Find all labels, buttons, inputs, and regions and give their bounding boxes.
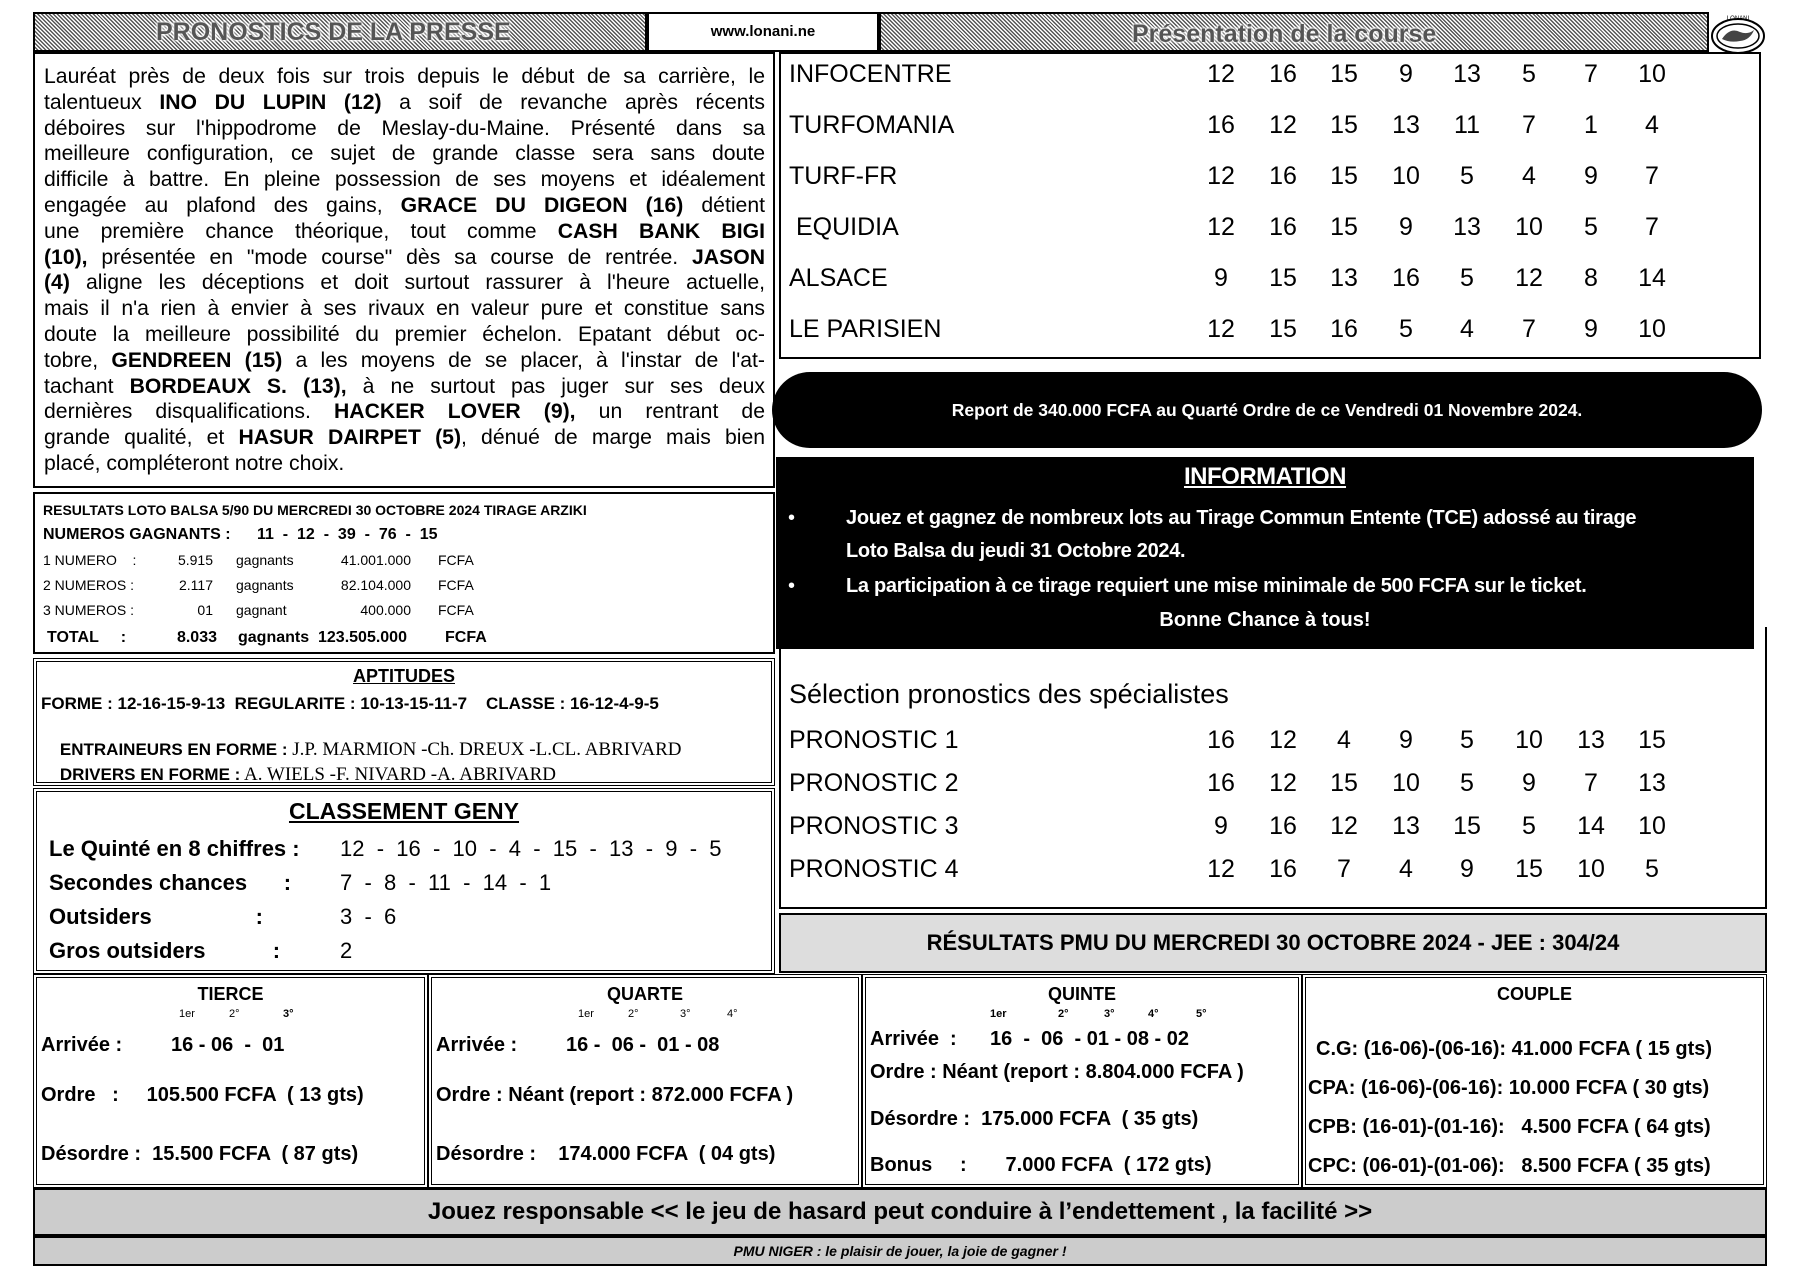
loto-total-amount: 123.505.000 — [318, 629, 407, 646]
press-line — [44, 425, 765, 451]
pronostic-row-number: 12 — [1330, 812, 1358, 840]
course-row-number: 9 — [1214, 264, 1228, 292]
pronostic-row-number: 12 — [1269, 769, 1297, 797]
loto-word: gagnants — [236, 552, 294, 568]
course-row-name: EQUIDIA — [789, 213, 899, 241]
press-line — [44, 64, 765, 90]
quarte-ord-2: 2° — [628, 1008, 639, 1020]
press-line — [44, 193, 765, 219]
press-title: PRONOSTICS DE LA PRESSE — [156, 18, 511, 46]
pronostic-row-number: 12 — [1269, 726, 1297, 754]
loto-winning-numbers: 11 - 12 - 39 - 76 - 15 — [257, 526, 438, 543]
course-row-number: 13 — [1453, 60, 1481, 88]
press-text-segment: tobre, — [44, 348, 112, 372]
loto-count: 5.915 — [177, 552, 213, 568]
course-title: Présentation de la course — [1132, 20, 1437, 48]
trainers-label: ENTRAINEURS EN FORME : — [59, 740, 288, 759]
loto-total-label: TOTAL : — [47, 629, 127, 646]
loto-amount: 82.104.000 — [340, 577, 411, 593]
loto-cur: FCFA — [438, 552, 474, 568]
couple-row: CPB: (16-01)-(01-16): 4.500 FCFA ( 64 gts) — [1308, 1116, 1711, 1138]
quinte-box — [862, 974, 1302, 1188]
pronostic-row-number: 9 — [1399, 726, 1413, 754]
aptitudes-forme: FORME : 12-16-15-9-13 REGULARITE : 10-13-15-11-7 CLASSE : 16-12-4-9-5 — [41, 694, 659, 713]
geny-title: CLASSEMENT GENY — [288, 798, 520, 824]
pronostic-row-number: 9 — [1214, 812, 1228, 840]
pronostic-row-number: 5 — [1522, 812, 1536, 840]
course-row-number: 10 — [1638, 60, 1666, 88]
course-row-number: 8 — [1584, 264, 1598, 292]
quinte-ord-1: 1er — [990, 1008, 1007, 1020]
course-row-number: 12 — [1207, 162, 1235, 190]
press-text-segment: grande qualité, et — [44, 426, 239, 450]
course-row-number: 7 — [1645, 162, 1659, 190]
course-row-number: 5 — [1522, 60, 1536, 88]
quinte-ord-5: 5° — [1196, 1008, 1207, 1020]
couple-box — [1302, 974, 1767, 1188]
tierce-arrivee-label: Arrivée : — [41, 1034, 123, 1056]
pronostic-row-number: 14 — [1577, 812, 1605, 840]
course-row-number: 12 — [1269, 111, 1297, 139]
quarte-arrivee-label: Arrivée : — [436, 1034, 518, 1056]
pronostic-row-number: 15 — [1638, 726, 1666, 754]
website-box — [647, 12, 879, 52]
press-text-segment: engagée au plafond des gains, — [44, 193, 401, 217]
course-row-number: 16 — [1392, 264, 1420, 292]
horse-name: GENDREEN (15) — [111, 348, 283, 372]
course-row-number: 4 — [1522, 162, 1536, 190]
pronostic-row-number: 5 — [1460, 726, 1474, 754]
quarte-ord-3: 3° — [680, 1008, 691, 1020]
loto-label: 1 NUMERO : — [43, 552, 137, 568]
press-line — [44, 322, 765, 348]
pmu-results-title: RÉSULTATS PMU DU MERCREDI 30 OCTOBRE 2024 - JEE : 304/24 — [926, 930, 1620, 955]
tierce-desordre: Désordre : 15.500 FCFA ( 87 gts) — [41, 1143, 359, 1165]
horse-name: HACKER LOVER (9), — [333, 400, 576, 424]
geny-label: Outsiders : — [49, 904, 263, 929]
tierce-box — [33, 974, 428, 1188]
slogan-text: PMU NIGER : le plaisir de jouer, la joie de gagner ! — [733, 1243, 1067, 1259]
horse-name: (4) — [44, 271, 70, 295]
course-row-number: 13 — [1453, 213, 1481, 241]
pronostic-row-name: PRONOSTIC 4 — [789, 855, 959, 883]
course-row-number: 12 — [1207, 315, 1235, 343]
quarte-desordre: Désordre : 174.000 FCFA ( 04 gts) — [436, 1143, 776, 1165]
course-row-number: 4 — [1460, 315, 1474, 343]
loto-amount: 41.001.000 — [340, 552, 411, 568]
press-text-segment: mais il n'a rien à envier à ses rivaux en valeur pure et constitue sans — [44, 297, 765, 321]
geny-label: Secondes chances : — [49, 870, 292, 895]
course-table — [779, 52, 1761, 359]
press-line — [44, 348, 765, 374]
pmu-results-header — [779, 913, 1767, 973]
pronostic-row-number: 4 — [1337, 726, 1351, 754]
geny-value: 3 - 6 — [340, 904, 397, 929]
press-line — [44, 167, 765, 193]
pronostic-row-number: 16 — [1207, 769, 1235, 797]
course-row-number: 15 — [1269, 315, 1297, 343]
aptitudes-box — [33, 658, 775, 786]
tierce-ord-3: 3° — [283, 1008, 294, 1020]
course-row-number: 10 — [1392, 162, 1420, 190]
pronostic-row-number: 15 — [1453, 812, 1481, 840]
pronostic-row-number: 13 — [1577, 726, 1605, 754]
course-row-number: 7 — [1522, 111, 1536, 139]
course-row-number: 15 — [1330, 213, 1358, 241]
svg-text:LONANI: LONANI — [1726, 16, 1750, 22]
course-row-number: 10 — [1515, 213, 1543, 241]
horse-name: JASON — [692, 245, 765, 269]
slogan-banner — [33, 1236, 1767, 1266]
loto-label: 2 NUMEROS : — [43, 577, 135, 593]
course-header — [879, 12, 1709, 52]
press-text — [44, 64, 765, 477]
course-row-number: 9 — [1584, 315, 1598, 343]
course-row-number: 14 — [1638, 264, 1666, 292]
loto-title: RESULTATS LOTO BALSA 5/90 DU MERCREDI 30 OCTOBRE 2024 TIRAGE ARZIKI — [43, 502, 587, 518]
press-text-segment: , dénué de marge mais bien — [461, 426, 766, 450]
report-banner — [772, 372, 1762, 448]
press-text-segment: tachant — [44, 374, 130, 398]
geny-value: 2 — [340, 938, 353, 963]
course-row-number: 4 — [1645, 111, 1659, 139]
press-line — [44, 116, 765, 142]
loto-winning-label: NUMEROS GAGNANTS : — [43, 526, 231, 543]
pronostic-row-number: 15 — [1330, 769, 1358, 797]
horse-name: GRACE DU DIGEON (16) — [400, 193, 684, 217]
quinte-arrivee: 16 - 06 - 01 - 08 - 02 — [990, 1028, 1189, 1050]
responsible-text: Jouez responsable << le jeu de hasard peut conduire à l’endettement , la facilité >> — [427, 1198, 1373, 1225]
course-row-number: 5 — [1460, 264, 1474, 292]
info-bullet-1: • — [788, 507, 796, 529]
course-row-number: 15 — [1330, 111, 1358, 139]
horse-name: BORDEAUX S. (13), — [129, 374, 347, 398]
responsible-banner — [33, 1188, 1767, 1236]
quinte-ord-2: 2° — [1058, 1008, 1069, 1020]
press-line — [44, 451, 765, 477]
tierce-ord-2: 2° — [229, 1008, 240, 1020]
horse-name: INO DU LUPIN (12) — [159, 90, 382, 114]
pronostic-row-number: 7 — [1584, 769, 1598, 797]
press-line — [44, 245, 765, 271]
press-text-segment: placé, compléteront notre choix. — [44, 451, 345, 475]
course-row-number: 12 — [1207, 213, 1235, 241]
pronostic-row-number: 4 — [1399, 855, 1413, 883]
course-row-number: 15 — [1330, 60, 1358, 88]
pronostic-row-number: 7 — [1337, 855, 1351, 883]
press-text-segment: présentée en "mode course" dès sa course de rentrée. — [87, 245, 692, 269]
info-line-1: Jouez et gagnez de nombreux lots au Tirage Commun Entente (TCE) adossé au tirage — [846, 507, 1637, 529]
geny-label: Gros outsiders : — [49, 938, 281, 963]
selection-box — [779, 627, 1767, 909]
pronostic-row-number: 10 — [1515, 726, 1543, 754]
horse-name: CASH BANK BIGI — [557, 219, 765, 243]
press-text-segment: a les moyens de se placer, à l'instar de l'at- — [282, 348, 765, 372]
horse-name: (10), — [44, 245, 88, 269]
horse-name: HASUR DAIRPET (5) — [238, 426, 461, 450]
course-row-name: ALSACE — [789, 264, 888, 292]
report-text: Report de 340.000 FCFA au Quarté Ordre de ce Vendredi 01 Novembre 2024. — [951, 400, 1583, 420]
loto-box — [33, 492, 775, 654]
course-row-number: 7 — [1645, 213, 1659, 241]
pronostic-row-number: 15 — [1515, 855, 1543, 883]
information-box — [776, 457, 1754, 649]
loto-word: gagnant — [236, 602, 287, 618]
pronostic-row-name: PRONOSTIC 2 — [789, 769, 959, 797]
geny-label: Le Quinté en 8 chiffres : — [49, 836, 300, 861]
website-link[interactable]: www.lonani.ne — [710, 23, 816, 40]
pronostic-row-number: 16 — [1207, 726, 1235, 754]
course-row-number: 16 — [1269, 60, 1297, 88]
lonani-logo — [1710, 12, 1766, 56]
course-row-name: LE PARISIEN — [789, 315, 942, 343]
press-text-segment: aligne les déceptions et doit surtout rassurer à l'heure actuelle, — [69, 271, 765, 295]
course-row-number: 9 — [1399, 213, 1413, 241]
press-line — [44, 399, 765, 425]
geny-value: 7 - 8 - 11 - 14 - 1 — [340, 870, 552, 895]
loto-amount: 400.000 — [360, 602, 411, 618]
course-row-name: TURFOMANIA — [789, 111, 955, 139]
info-line-3: La participation à ce tirage requiert une mise minimale de 500 FCFA sur le ticket. — [846, 575, 1587, 597]
pronostic-row-number: 5 — [1645, 855, 1659, 883]
course-row-number: 16 — [1269, 162, 1297, 190]
pronostic-row-number: 10 — [1577, 855, 1605, 883]
pronostic-row-number: 13 — [1392, 812, 1420, 840]
press-text-segment: dernières disqualifications. — [44, 400, 334, 424]
press-text-segment: meilleure configuration, ce sujet de grande classe sera sans doute — [44, 142, 765, 166]
press-text-segment: Lauréat près de deux fois sur trois depuis le début de sa carrière, le — [44, 65, 765, 88]
press-line — [44, 141, 765, 167]
geny-value: 12 - 16 - 10 - 4 - 15 - 13 - 9 - 5 — [340, 836, 722, 861]
quarte-ord-4: 4° — [727, 1008, 738, 1020]
loto-count: 01 — [197, 602, 213, 618]
press-line — [44, 90, 765, 116]
press-text-segment: un rentrant de — [575, 400, 765, 424]
information-title: INFORMATION — [1183, 463, 1347, 490]
couple-row: CPA: (16-06)-(06-16): 10.000 FCFA ( 30 gts) — [1308, 1077, 1710, 1099]
loto-cur: FCFA — [438, 602, 474, 618]
pronostic-row-number: 9 — [1460, 855, 1474, 883]
quarte-ord-1: 1er — [578, 1008, 594, 1020]
course-row-number: 5 — [1584, 213, 1598, 241]
quinte-ord-3: 3° — [1104, 1008, 1115, 1020]
selection-title: Sélection pronostics des spécialistes — [789, 679, 1229, 709]
loto-total-currency: FCFA — [445, 629, 487, 646]
quarte-title: QUARTE — [607, 984, 683, 1004]
course-row-number: 15 — [1269, 264, 1297, 292]
pronostic-row-number: 10 — [1638, 812, 1666, 840]
pronostic-row-name: PRONOSTIC 1 — [789, 726, 959, 754]
info-bullet-2: • — [788, 575, 796, 597]
course-row-number: 7 — [1522, 315, 1536, 343]
press-box — [33, 52, 775, 488]
course-row-number: 16 — [1269, 213, 1297, 241]
course-row-number: 16 — [1207, 111, 1235, 139]
couple-title: COUPLE — [1496, 984, 1572, 1004]
pronostic-row-name: PRONOSTIC 3 — [789, 812, 959, 840]
course-row-number: 1 — [1584, 111, 1598, 139]
press-header — [33, 12, 647, 52]
couple-row: CPC: (06-01)-(01-06): 8.500 FCFA ( 35 gts) — [1308, 1155, 1711, 1177]
course-row-name: INFOCENTRE — [789, 60, 952, 88]
pronostic-row-number: 9 — [1522, 769, 1536, 797]
loto-word: gagnants — [236, 577, 294, 593]
course-row-number: 5 — [1460, 162, 1474, 190]
quinte-title: QUINTE — [1047, 984, 1116, 1004]
tierce-ordre: Ordre : 105.500 FCFA ( 13 gts) — [41, 1084, 364, 1106]
couple-row: C.G: (16-06)-(06-16): 41.000 FCFA ( 15 gts) — [1316, 1038, 1713, 1060]
pronostic-row-number: 16 — [1269, 812, 1297, 840]
press-line — [44, 374, 765, 400]
course-row-number: 13 — [1392, 111, 1420, 139]
quinte-ord-4: 4° — [1148, 1008, 1159, 1020]
aptitudes-title: APTITUDES — [352, 666, 455, 686]
course-row-number: 5 — [1399, 315, 1413, 343]
press-text-segment: déboires sur l'hippodrome de Meslay-du-Maine. Présenté dans sa — [44, 116, 765, 140]
tierce-ord-1: 1er — [179, 1008, 195, 1020]
lonani-logo-icon — [1710, 12, 1766, 56]
loto-total-word: gagnants — [238, 629, 310, 646]
press-text-segment: une première chance théorique, tout comme — [44, 219, 558, 243]
quinte-desordre: Désordre : 175.000 FCFA ( 35 gts) — [870, 1108, 1199, 1130]
course-row-number: 13 — [1330, 264, 1358, 292]
quarte-arrivee: 16 - 06 - 01 - 08 — [566, 1034, 720, 1056]
press-text-segment: doute la meilleure possibilité du premier échelon. Epatant début oc- — [44, 322, 765, 346]
pronostic-row-number: 16 — [1269, 855, 1297, 883]
course-row-name: TURF-FR — [789, 162, 898, 190]
press-text-segment: talentueux — [44, 90, 160, 114]
drivers-value: A. WIELS -F. NIVARD -A. ABRIVARD — [240, 764, 557, 785]
loto-cur: FCFA — [438, 577, 474, 593]
press-text-segment: détient — [683, 193, 765, 217]
info-line-2: Loto Balsa du jeudi 31 Octobre 2024. — [846, 540, 1186, 562]
press-text-segment: à ne surtout pas juger sur ses deux — [346, 374, 765, 398]
quarte-box — [428, 974, 862, 1188]
course-row-number: 9 — [1399, 60, 1413, 88]
course-row-number: 7 — [1584, 60, 1598, 88]
course-row-number: 10 — [1638, 315, 1666, 343]
loto-total-count: 8.033 — [176, 629, 217, 646]
course-row-number: 15 — [1330, 162, 1358, 190]
drivers-label: DRIVERS EN FORME : — [59, 765, 241, 784]
press-line — [44, 270, 765, 296]
loto-label: 3 NUMEROS : — [43, 602, 135, 618]
press-line — [44, 296, 765, 322]
tierce-arrivee: 16 - 06 - 01 — [171, 1034, 285, 1056]
course-row-number: 12 — [1207, 60, 1235, 88]
pronostic-row-number: 10 — [1392, 769, 1420, 797]
geny-box — [33, 788, 775, 974]
course-row-number: 9 — [1584, 162, 1598, 190]
pronostic-row-number: 12 — [1207, 855, 1235, 883]
trainers-value: J.P. MARMION -Ch. DREUX -L.CL. ABRIVARD — [287, 739, 682, 760]
pronostic-row-number: 5 — [1460, 769, 1474, 797]
press-line — [44, 219, 765, 245]
quinte-arrivee-label: Arrivée : — [870, 1028, 957, 1050]
press-text-segment: difficile à battre. En pleine possession de ses moyens et idéalement — [44, 168, 765, 192]
course-row-number: 11 — [1454, 111, 1480, 139]
info-closing: Bonne Chance à tous! — [1159, 609, 1371, 631]
course-row-number: 16 — [1330, 315, 1358, 343]
quarte-ordre: Ordre : Néant (report : 872.000 FCFA ) — [436, 1084, 794, 1106]
loto-count: 2.117 — [179, 577, 213, 593]
quinte-bonus: Bonus : 7.000 FCFA ( 172 gts) — [870, 1154, 1212, 1176]
course-row-number: 12 — [1515, 264, 1543, 292]
tierce-title: TIERCE — [197, 984, 264, 1004]
press-text-segment: a soif de revanche après récents — [381, 90, 765, 114]
quinte-ordre: Ordre : Néant (report : 8.804.000 FCFA ) — [870, 1061, 1244, 1083]
pronostic-row-number: 13 — [1638, 769, 1666, 797]
